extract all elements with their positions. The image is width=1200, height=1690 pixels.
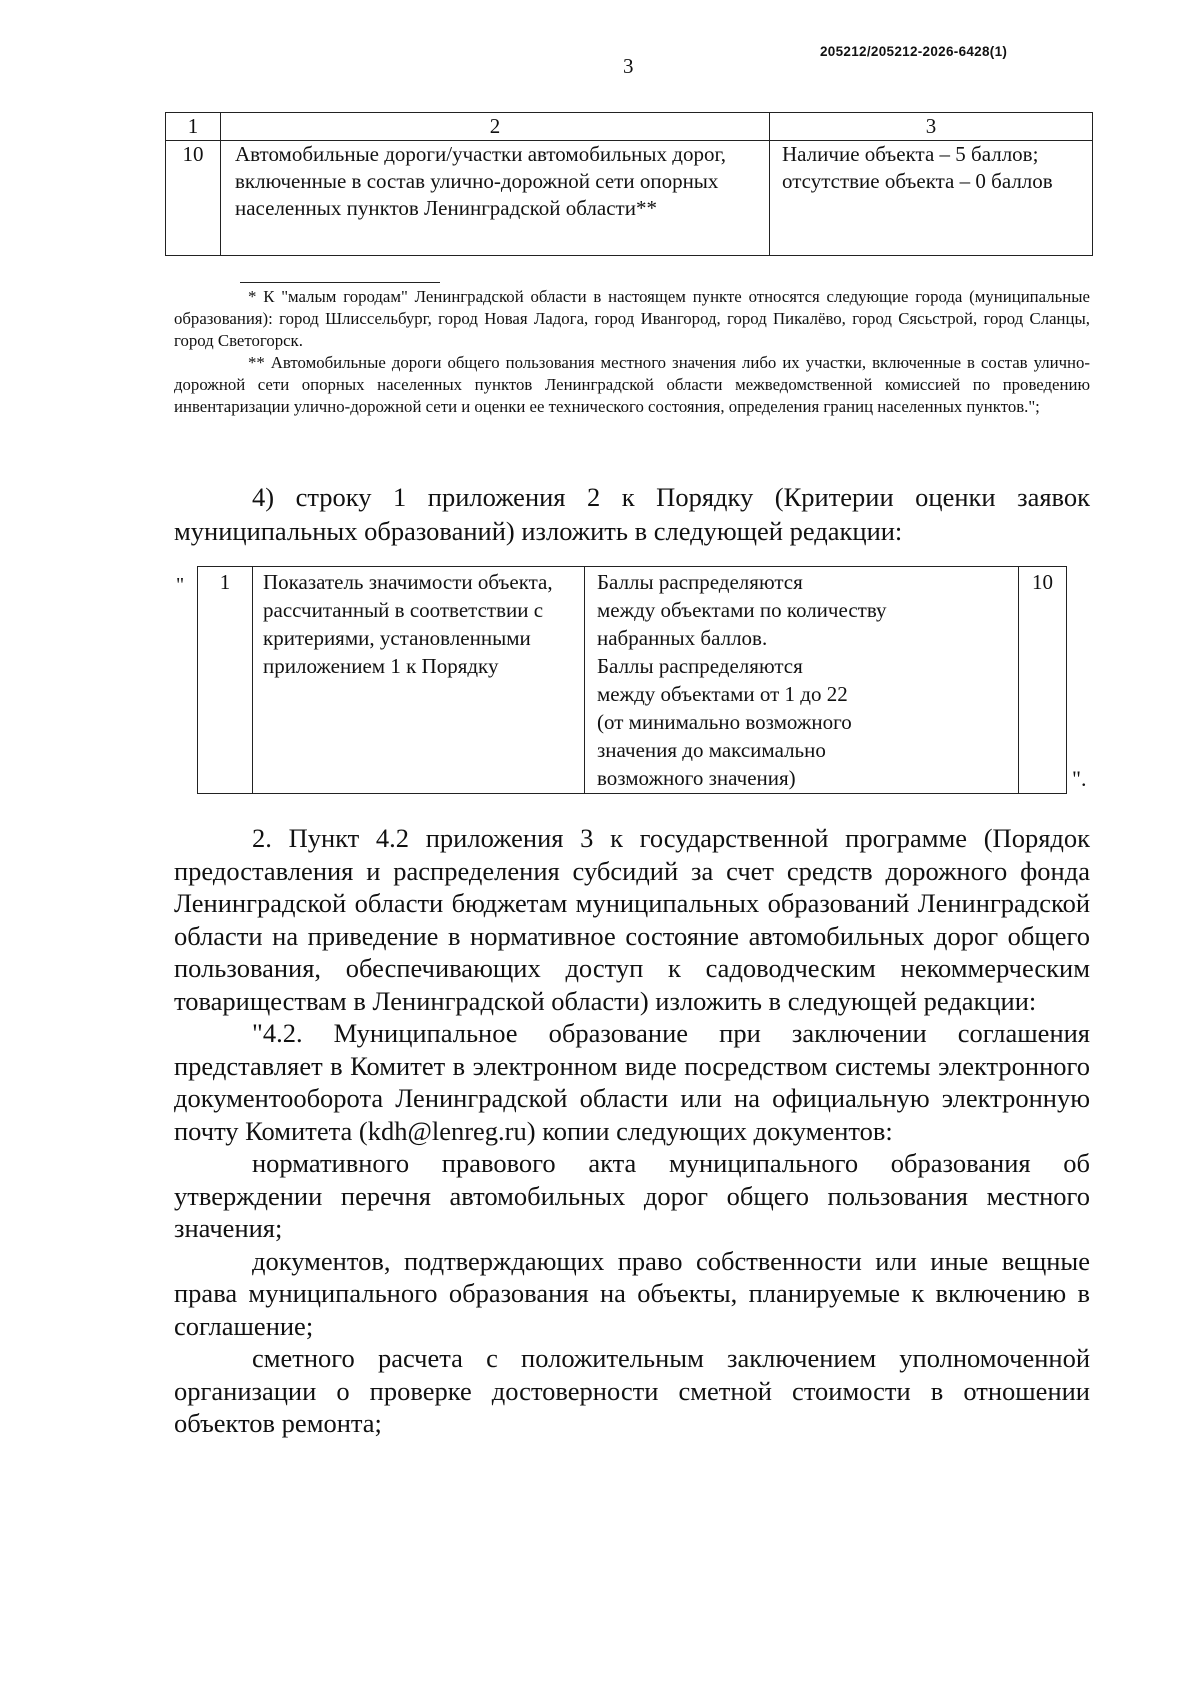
close-quote: ".	[1072, 766, 1087, 791]
footnote-divider	[240, 282, 440, 283]
open-quote: "	[176, 574, 185, 596]
rule-line: возможного значения)	[597, 766, 796, 790]
footnote-1: * К "малым городам" Ленинградской области в настоящем пункте относятся следующие города (муниципальные образования): город Шлиссельбург, город Новая Ладога, город Ивангород, город Пикалёво, город Сясьстрой, город Сланцы, город Светогорск.	[174, 287, 1090, 350]
rule-line: (от минимально возможного	[597, 710, 852, 734]
rule-line: между объектами от 1 до 22	[597, 682, 848, 706]
row-number: 10	[166, 141, 221, 256]
table-row	[198, 567, 1067, 794]
points-cell: 10	[1019, 567, 1067, 794]
indicator-cell: Показатель значимости объекта, рассчитанный в соответствии с критериями, установленными приложением 1 к Порядку	[253, 567, 585, 794]
paragraph-list-item: документов, подтверждающих право собственности или иные вещные права муниципального образования на объекты, планируемые к включению в соглашение;	[174, 1245, 1090, 1341]
rule-cell	[585, 567, 1019, 794]
paragraph-list-item: сметного расчета с положительным заключением уполномоченной организации о проверке достоверности сметной стоимости в отношении объектов ремонта;	[174, 1343, 1090, 1438]
row-criterion	[770, 141, 1093, 256]
evaluation-table	[197, 566, 1067, 794]
row-number: 1	[198, 567, 253, 794]
page-number: 3	[623, 54, 634, 78]
footnote-2: ** Автомобильные дороги общего пользования местного значения либо их участки, включенные в состав улично-дорожной сети опорных населенных пунктов Ленинградской области межведомственной комиссией по проведению инвентаризации улично-дорожной сети и оценки ее технического состояния, определения границ населенных пунктов.";	[174, 353, 1090, 416]
item-4-paragraph	[174, 480, 1090, 548]
rule-line: значения до максимально	[597, 738, 826, 762]
column-header: 1	[166, 113, 221, 141]
footnotes	[174, 286, 1090, 418]
criterion-line: отсутствие объекта – 0 баллов	[782, 169, 1053, 193]
rule-line: Баллы распределяются	[597, 654, 803, 678]
paragraph-list-item: нормативного правового акта муниципального образования об утверждении перечня автомобильных дорог общего пользования местного значения;	[174, 1148, 1090, 1243]
rule-line: между объектами по количеству	[597, 598, 887, 622]
rule-line: Баллы распределяются	[597, 570, 803, 594]
paragraph-2: 2. Пункт 4.2 приложения 3 к государственной программе (Порядок предоставления и распределения субсидий за счет средств дорожного фонда Ленинградской области бюджетам муниципальных образований Ленинградской области на приведение в нормативное состояние автомобильных дорог общего пользования, обеспечивающих доступ к садоводческим некоммерческим товариществам в Ленинградской области) изложить в следующей редакции:	[174, 823, 1090, 1016]
column-header: 3	[770, 113, 1093, 141]
paragraph-4-2: "4.2. Муниципальное образование при заключении соглашения представляет в Комитет в электронном виде посредством системы электронного документооборота Ленинградской области или на официальную электронную почту Комитета (kdh@lenreg.ru) копии следующих документов:	[174, 1018, 1090, 1146]
table-row	[166, 141, 1093, 256]
criterion-line: Наличие объекта – 5 баллов;	[782, 142, 1039, 166]
column-header: 2	[221, 113, 770, 141]
main-body	[174, 822, 1090, 1440]
table-header-row	[166, 113, 1093, 141]
document-number: 205212/205212-2026-6428(1)	[820, 44, 1008, 59]
criteria-table	[165, 112, 1093, 256]
rule-line: набранных баллов.	[597, 626, 768, 650]
item-4-text: 4) строку 1 приложения 2 к Порядку (Критерии оценки заявок муниципальных образований) изложить в следующей редакции:	[174, 482, 1090, 546]
row-name: Автомобильные дороги/участки автомобильных дорог, включенные в состав улично-дорожной сети опорных населенных пунктов Ленинградской области**	[221, 141, 770, 256]
